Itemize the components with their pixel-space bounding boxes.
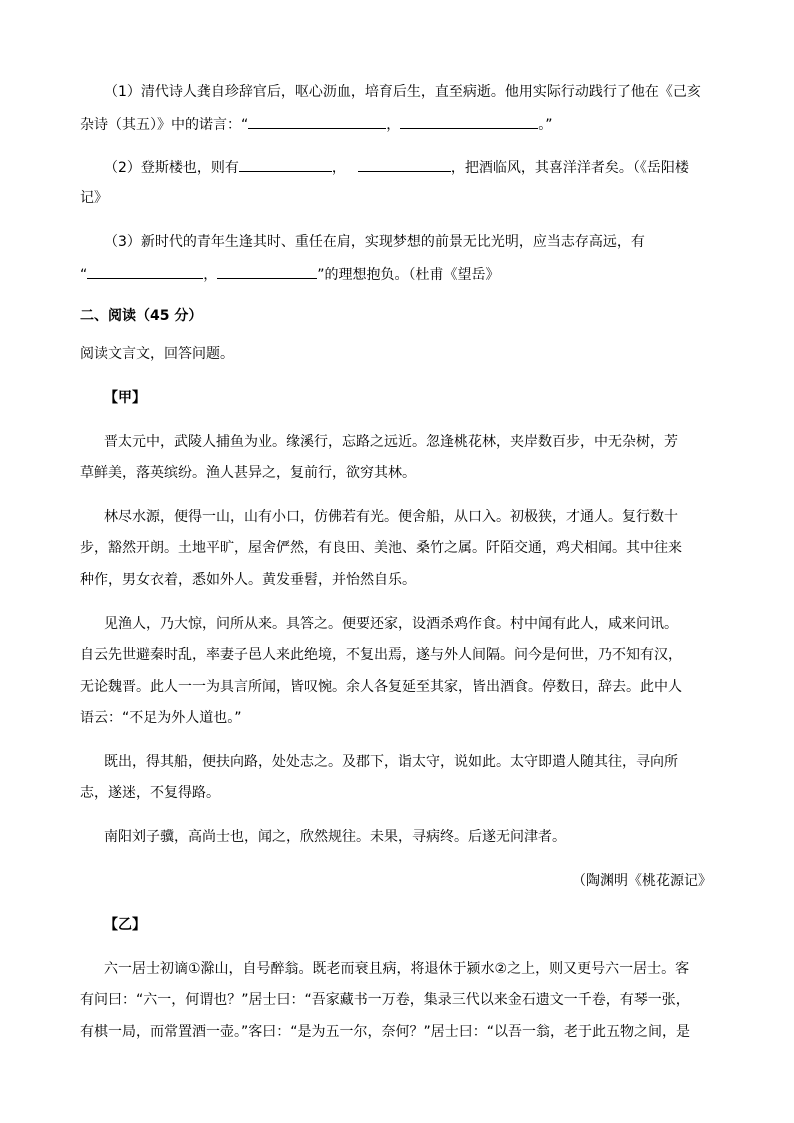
passage-jia-p1-line: 晋太元中，武陵人捕鱼为业。缘溪行，忘路之远近。忽逢桃花林，夹岸数百步，中无杂树，芳 <box>104 434 678 450</box>
question-2-prefix: （2）登斯楼也，则有 <box>104 160 239 176</box>
question-1-line-2 <box>80 114 553 134</box>
blank-separator: ， <box>203 267 218 283</box>
section-instruction: 阅读文言文，回答问题。 <box>80 346 234 362</box>
passage-jia-p4-line: 志，遂迷，不复得路。 <box>80 785 220 801</box>
passage-jia-p4-line: 既出，得其船，便扶向路，处处志之。及郡下，诣太守，说如此。太守即遣人随其往，寻向所 <box>104 754 678 770</box>
passage-jia-p2-line: 林尽水源，便得一山，山有小口，仿佛若有光。便舍船，从口入。初极狭，才通人。复行数十 <box>104 509 678 525</box>
answer-blank-1a[interactable] <box>248 114 386 129</box>
passage-jia-label: 【甲】 <box>104 390 146 406</box>
question-2-source-end: 记》 <box>80 190 108 206</box>
answer-blank-2a[interactable] <box>239 157 332 172</box>
section-heading: 二、阅读（45 分） <box>80 308 203 324</box>
passage-jia-p3-line: 语云：“不足为外人道也。” <box>80 710 242 726</box>
question-3-line-2 <box>80 264 500 284</box>
answer-blank-3a[interactable] <box>87 264 203 279</box>
question-2-suffix: ，把酒临风，其喜洋洋者矣。（《岳阳楼 <box>450 160 689 176</box>
question-3-text: （3）新时代的青年生逢其时、重任在肩，实现梦想的前景无比光明，应当志存高远，有 <box>104 234 645 250</box>
question-2-line-1 <box>104 157 689 177</box>
question-3-line-1 <box>104 232 645 252</box>
passage-yi-p1-line: 有棋一局，而常置酒一壶。”客曰：“是为五一尔，奈何？”居士曰：“以吾一翁，老于此五物之间，是 <box>80 1024 691 1040</box>
passage-yi-p1-line: 六一居士初谪①滁山，自号醉翁。既老而衰且病，将退休于颍水②之上，则又更号六一居士。客 <box>104 961 690 977</box>
question-1-line-1 <box>104 82 701 102</box>
passage-jia-source: （陶渊明《桃花源记》 <box>572 873 712 889</box>
question-3-open-quote: “ <box>80 267 88 283</box>
passage-jia-p3-line: 见渔人，乃大惊，问所从来。具答之。便要还家，设酒杀鸡作食。村中闻有此人，咸来问讯。 <box>104 616 678 632</box>
answer-blank-3b[interactable] <box>217 264 317 279</box>
passage-yi-p1-line: 有问曰：“六一，何谓也？”居士曰：“吾家藏书一万卷，集录三代以来金石遗文一千卷，有琴一张， <box>80 992 690 1008</box>
answer-blank-2b[interactable] <box>358 157 451 172</box>
passage-jia-p2-line: 步，豁然开朗。土地平旷，屋舍俨然，有良田、美池、桑竹之属。阡陌交通，鸡犬相闻。其中往来 <box>80 540 682 556</box>
passage-jia-p5-line: 南阳刘子骥，高尚士也，闻之，欣然规往。未果，寻病终。后遂无问津者。 <box>104 829 566 845</box>
passage-jia-p3-line: 自云先世避秦时乱，率妻子邑人来此绝境，不复出焉，遂与外人间隔。问今是何世，乃不知有汉， <box>80 647 682 663</box>
question-2-line-2 <box>80 188 108 208</box>
question-1-text: （1）清代诗人龚自珍辞官后，呕心沥血，培育后生，直至病逝。他用实际行动践行了他在《己亥 <box>104 84 701 100</box>
question-3-suffix: ”的理想抱负。（杜甫《望岳》 <box>317 267 500 283</box>
blank-separator: ， <box>386 117 401 133</box>
passage-jia-p2-line: 种作，男女衣着，悉如外人。黄发垂髫，并怡然自乐。 <box>80 572 416 588</box>
blank-separator: ， <box>331 160 346 176</box>
passage-jia-p1-line: 草鲜美，落英缤纷。渔人甚异之，复前行，欲穷其林。 <box>80 465 416 481</box>
question-1-prefix: 杂诗（其五）》中的诺言：“ <box>80 117 249 133</box>
passage-yi-label: 【乙】 <box>104 917 146 933</box>
passage-jia-p3-line: 无论魏晋。此人一一为具言所闻，皆叹惋。余人各复延至其家，皆出酒食。停数日，辞去。此中人 <box>80 679 682 695</box>
question-1-suffix: 。” <box>538 117 553 133</box>
answer-blank-1b[interactable] <box>400 114 538 129</box>
